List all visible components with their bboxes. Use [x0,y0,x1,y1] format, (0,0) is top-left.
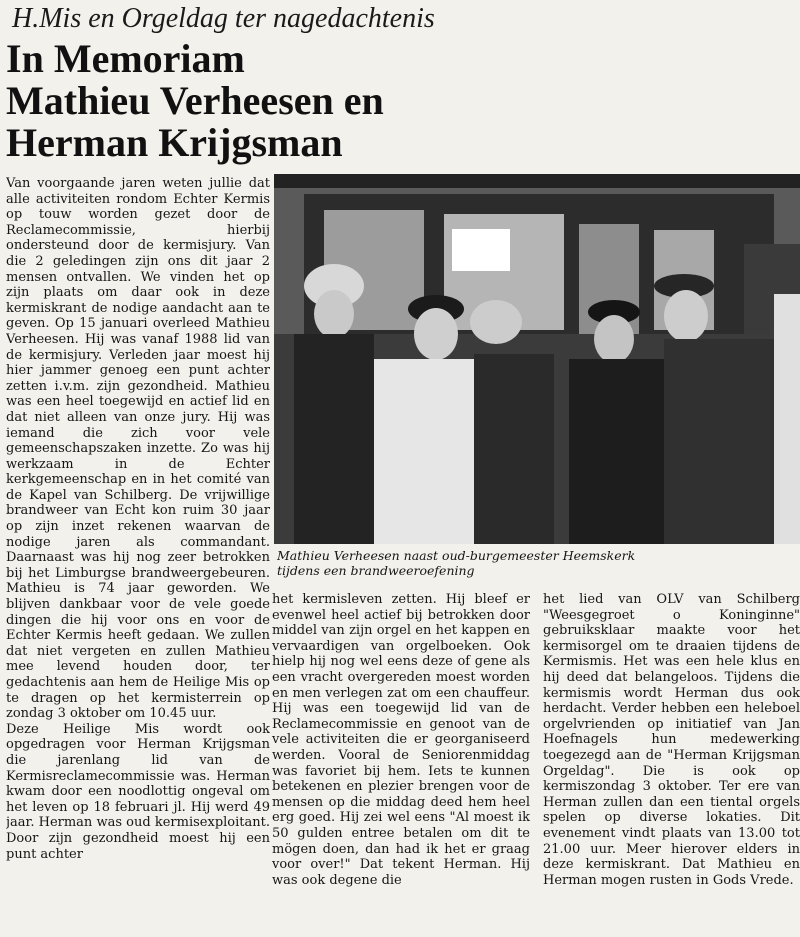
article-column-3 [543,592,800,888]
column-1-paragraph-1: Van voorgaande jaren weten jullie dat alle activiteiten rondom Echter Kermis op touw worden gezet door de Reclamecommissie, hierbij ondersteund door de kermisjury. Van die 2 geledingen zijn ons dit jaar 2 mensen ontvallen. We vinden het op zijn plaats om daar ook in deze kermiskrant de nodige aandacht aan te geven. Op 15 januari overleed Mathieu Verheesen. Hij was vanaf 1988 lid van de kermisjury. Verleden jaar moest hij hier jammer genoeg een punt achter zetten i.v.m. zijn gezondheid. Mathieu was een heel toegewijd en actief lid en dat niet alleen van onze jury. Hij was iemand die zich voor vele gemeenschapszaken inzette. Zo was hij werkzaam in de Echter kerkgemeenschap en in het comité van de Kapel van Schilberg. De vrijwillige brandweer van Echt kon ruim 30 jaar op zijn inzet rekenen waarvan de nodige jaren als commandant. Daarnaast was hij nog zeer betrokken bij het Limburgse brandweergebeuren. Mathieu is 74 jaar geworden. We blijven dankbaar voor de vele goede dingen die hij voor ons en voor de Echter Kermis heeft gedaan. We zullen dat niet vergeten en zullen Mathieu mee levend houden door, ter gedachtenis aan hem de Heilige Mis op te dragen op het kermisterrein op zondag 3 oktober om 10.45 uur. [6,176,270,722]
kicker-line: H.Mis en Orgeldag ter nagedachtenis [12,3,435,34]
news-photo [274,174,800,544]
caption-line-1: Mathieu Verheesen naast oud-burgemeester Heemskerk [277,548,636,563]
column-2-paragraph: het kermisleven zetten. Hij bleef er evenwel heel actief bij betrokken door middel van zijn orgel en het kappen en vervaardigen van orgelboeken. Ook hielp hij nog wel eens deze of gene als een vracht overgereden moest worden en men verlegen zat om een chauffeur. Hij was een toegewijd lid van de Reclamecommissie en genoot van de vele activiteiten die er georganiseerd werden. Vooral de Seniorenmiddag was favoriet bij hem. Iets te kunnen betekenen en plezier brengen voor de mensen op die middag deed hem heel erg goed. Hij zei wel eens "Al moest ik 50 gulden entree betalen om dit te mögen doen, dan had ik het er graag voor over!" Dat tekent Herman. Hij was ook degene die [272,592,530,888]
column-3-paragraph: het lied van OLV van Schilberg "Weesgegroet o Koninginne" gebruiksklaar maakte voor het kermisorgel om te draaien tijdens de Kermismis. Het was een hele klus en hij deed dat belangeloos. Tijdens die kermismis wordt Herman dus ook herdacht. Verder hebben een heleboel orgelvrienden op initiatief van Jan Hoefnagels hun medewerking toegezegd aan de "Herman Krijgsman Orgeldag". Die is ook op kermiszondag 3 oktober. Ter ere van Herman zullen dan een tiental orgels spelen op diverse lokaties. Dit evenement vindt plaats van 13.00 tot 21.00 uur. Meer hierover elders in deze kermiskrant. Dat Mathieu en Herman mogen rusten in Gods Vrede. [543,592,800,888]
headline-line-3: Herman Krijgsman [6,120,343,165]
photo-caption [277,548,797,578]
headline-line-1: In Memoriam [6,36,245,81]
article-column-1 [6,176,270,936]
column-1-paragraph-2: Deze Heilige Mis wordt ook opgedragen voor Herman Krijgsman die jarenlang lid van de Kermisreclamecommissie was. Herman kwam door een noodlottig ongeval om het leven op 18 februari jl. Hij werd 49 jaar. Herman was oud kermisexploitant. Door zijn gezondheid moest hij een punt achter [6,721,270,862]
article-column-2 [272,592,530,888]
headline-line-2: Mathieu Verheesen en [6,78,384,123]
caption-line-2: tijdens een brandweeroefening [277,563,475,578]
headline [6,38,706,164]
photo-firefighters [274,174,800,544]
